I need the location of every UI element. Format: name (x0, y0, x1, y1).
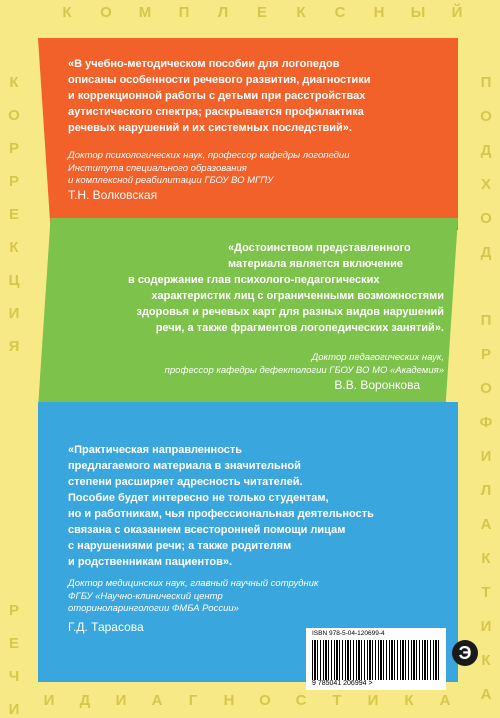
frame-letter: И (480, 448, 492, 465)
frame-letter: А (480, 686, 492, 703)
credential-line: оториноларингологии ФМБА России» (68, 603, 239, 614)
frame-letter: Н (373, 4, 385, 21)
quote-line: степени расширяет адресность читателей. (68, 476, 303, 488)
frame-letter: К (481, 652, 491, 669)
quote-line: материала является включение (228, 258, 404, 270)
frame-letter: О (480, 210, 492, 227)
review-credential-3 (68, 578, 448, 616)
frame-letter: Е (8, 635, 19, 652)
credential-line: профессор кафедры дефектологии ГБОУ ВО МО «Академия» (164, 364, 444, 376)
frame-letter: Е (8, 206, 19, 223)
frame-letter: Т (481, 584, 491, 601)
credential-line: ФГБУ «Научно-клинический центр (68, 590, 223, 602)
quote-line: речевых нарушений и их системных последствий». (68, 122, 352, 134)
frame-letter: М (138, 4, 152, 21)
frame-letter: Х (480, 176, 491, 193)
quote-line: Пособие будет интересно не только студентам, (68, 492, 329, 504)
frame-letter: Й (451, 4, 463, 21)
quote-line: но и работникам, чья профессиональная деятельность (68, 508, 374, 520)
frame-letter: Н (223, 692, 235, 709)
credential-line: Доктор педагогических наук, (311, 352, 444, 363)
quote-line: связана с оказанием всесторонней помощи лицам (68, 524, 346, 536)
frame-letter: О (480, 380, 492, 397)
frame-letter: И (115, 692, 127, 709)
review-quote-2 (68, 240, 444, 336)
review-credential-2 (68, 352, 444, 377)
credential-line: Доктор медицинских наук, главный научный сотрудник (68, 578, 319, 589)
barcode-number: 9 785041 206994 > (312, 680, 440, 687)
frame-letter: Р (8, 140, 19, 157)
quote-line: аутистического спектра; раскрывается профилактика (68, 106, 364, 118)
quote-line: «Достоинством представленного (228, 242, 411, 254)
quote-line: и родственникам пациентов». (68, 556, 233, 568)
frame-letter: С (334, 4, 346, 21)
frame-letter: Ф (479, 414, 493, 431)
isbn-barcode-block (306, 628, 446, 690)
frame-letter: Д (79, 692, 91, 709)
credential-line: Института специального образования (68, 162, 247, 174)
frame-letter: Ц (8, 272, 20, 289)
review-quote-1 (68, 56, 448, 136)
quote-line: и коррекционной работы с детьми при расстройствах (68, 90, 366, 102)
frame-left-letters (5, 22, 23, 718)
quote-line: «Практическая направленность (68, 444, 243, 456)
publisher-logo-glyph: Э (458, 643, 472, 663)
frame-letter: Д (480, 244, 492, 261)
barcode-image (312, 640, 440, 680)
frame-bottom-letters (0, 692, 500, 712)
frame-letter: П (178, 4, 190, 21)
frame-letter: И (8, 701, 20, 718)
frame-letter: К (9, 239, 19, 256)
frame-letter: О (259, 692, 271, 709)
isbn-label: ISBN 978-5-04-120699-4 (312, 630, 385, 637)
frame-letter: О (480, 108, 492, 125)
review-author-2: В.В. Воронкова (334, 378, 420, 392)
frame-letter: Д (480, 142, 492, 159)
credential-line: и комплексной реабилитации ГБОУ ВО МГПУ (68, 175, 274, 186)
review-credential-1 (68, 150, 448, 188)
frame-letter: С (295, 692, 307, 709)
frame-letter: К (481, 550, 491, 567)
review-author-3: Г.Д. Тарасова (68, 620, 144, 634)
quote-line: предлагаемого материала в значительной (68, 460, 301, 472)
quote-line: в содержание глав психолого-педагогических (128, 274, 380, 286)
frame-letter: Р (8, 173, 19, 190)
credential-line: Доктор психологических наук, профессор кафедры логопедии (68, 150, 350, 161)
frame-letter: К (404, 692, 414, 709)
quote-line: «В учебно-методическом пособии для логопедов (68, 58, 340, 70)
frame-letter: П (480, 74, 492, 91)
frame-letter: Ы (410, 4, 426, 21)
frame-letter: Г (188, 692, 198, 709)
frame-letter: Р (8, 602, 19, 619)
frame-letter: Т (332, 692, 342, 709)
frame-letter: Р (480, 346, 491, 363)
frame-letter: К (9, 74, 19, 91)
frame-letter: Я (8, 338, 20, 355)
frame-letter: А (480, 516, 492, 533)
review-panel-2 (38, 218, 458, 408)
frame-letter: К (296, 4, 306, 21)
review-panel-1 (38, 38, 458, 230)
frame-letter: Л (480, 482, 492, 499)
frame-letter: К (62, 4, 72, 21)
frame-letter: О (100, 4, 112, 21)
frame-letter: И (480, 618, 492, 635)
frame-letter: И (8, 305, 20, 322)
frame-letter: А (151, 692, 163, 709)
review-author-1: Т.Н. Волковская (68, 188, 158, 202)
frame-top-letters (0, 4, 500, 22)
frame-letter: Ч (8, 668, 20, 685)
frame-letter: Е (256, 4, 267, 21)
quote-line: характеристик лиц с ограниченными возможностями (151, 290, 444, 302)
quote-line: речи, а также фрагментов логопедических занятий». (155, 322, 444, 334)
publisher-logo-icon (452, 640, 478, 666)
frame-letter: И (43, 692, 55, 709)
frame-right-letters (477, 22, 495, 703)
frame-letter: Л (217, 4, 229, 21)
quote-line: здоровья и речевых карт для разных видов нарушений (136, 306, 444, 318)
frame-letter: О (8, 107, 20, 124)
frame-letter: И (367, 692, 379, 709)
frame-letter: П (480, 312, 492, 329)
quote-line: с нарушениями речи; а также родителям (68, 540, 292, 552)
review-quote-3 (68, 442, 448, 570)
frame-letter: А (439, 692, 451, 709)
quote-line: описаны особенности речевого развития, диагностики (68, 74, 371, 86)
